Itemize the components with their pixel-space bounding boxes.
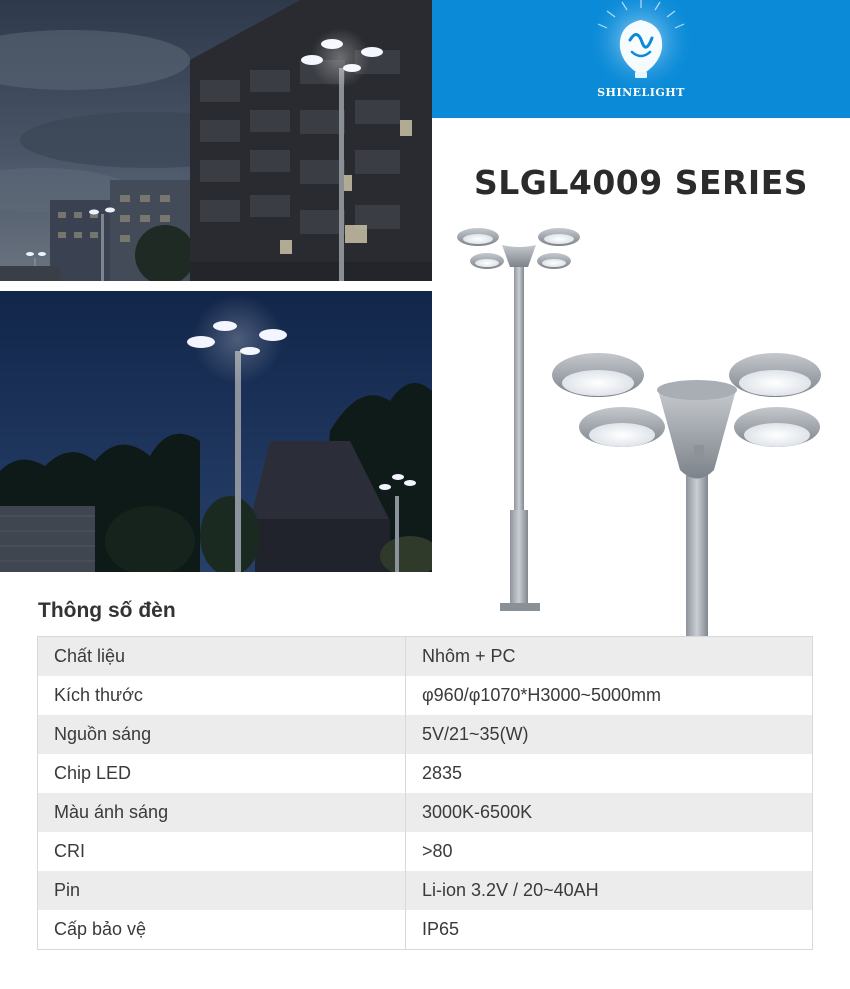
spec-label: CRI (38, 832, 406, 871)
spec-value: 3000K-6500K (406, 793, 813, 832)
spec-value: Li-ion 3.2V / 20~40AH (406, 871, 813, 910)
spec-label: Chất liệu (38, 637, 406, 677)
product-lamp-image (432, 205, 850, 637)
spec-row (38, 793, 813, 832)
logo-icon (432, 0, 850, 118)
spec-row (38, 676, 813, 715)
brand-logo-panel (432, 0, 850, 118)
spec-row (38, 715, 813, 754)
spec-heading: Thông số đèn (38, 599, 176, 622)
brand-name: SHINELIGHT (597, 86, 685, 99)
photo-garden-night (0, 291, 432, 572)
spec-label: Kích thước (38, 676, 406, 715)
spec-label: Màu ánh sáng (38, 793, 406, 832)
spec-row (38, 832, 813, 871)
spec-value: >80 (406, 832, 813, 871)
spec-label: Chip LED (38, 754, 406, 793)
spec-row (38, 871, 813, 910)
product-series-title: SLGL4009 SERIES (473, 163, 809, 202)
spec-value: 5V/21~35(W) (406, 715, 813, 754)
spec-row (38, 754, 813, 793)
spec-label: Cấp bảo vệ (38, 910, 406, 950)
spec-value: 2835 (406, 754, 813, 793)
spec-label: Nguồn sáng (38, 715, 406, 754)
spec-row (38, 910, 813, 950)
photo-apartments-dusk (0, 0, 432, 281)
spec-value: φ960/φ1070*H3000~5000mm (406, 676, 813, 715)
spec-value: Nhôm + PC (406, 637, 813, 677)
spec-table (37, 636, 813, 950)
spec-row (38, 637, 813, 677)
spec-value: IP65 (406, 910, 813, 950)
spec-label: Pin (38, 871, 406, 910)
